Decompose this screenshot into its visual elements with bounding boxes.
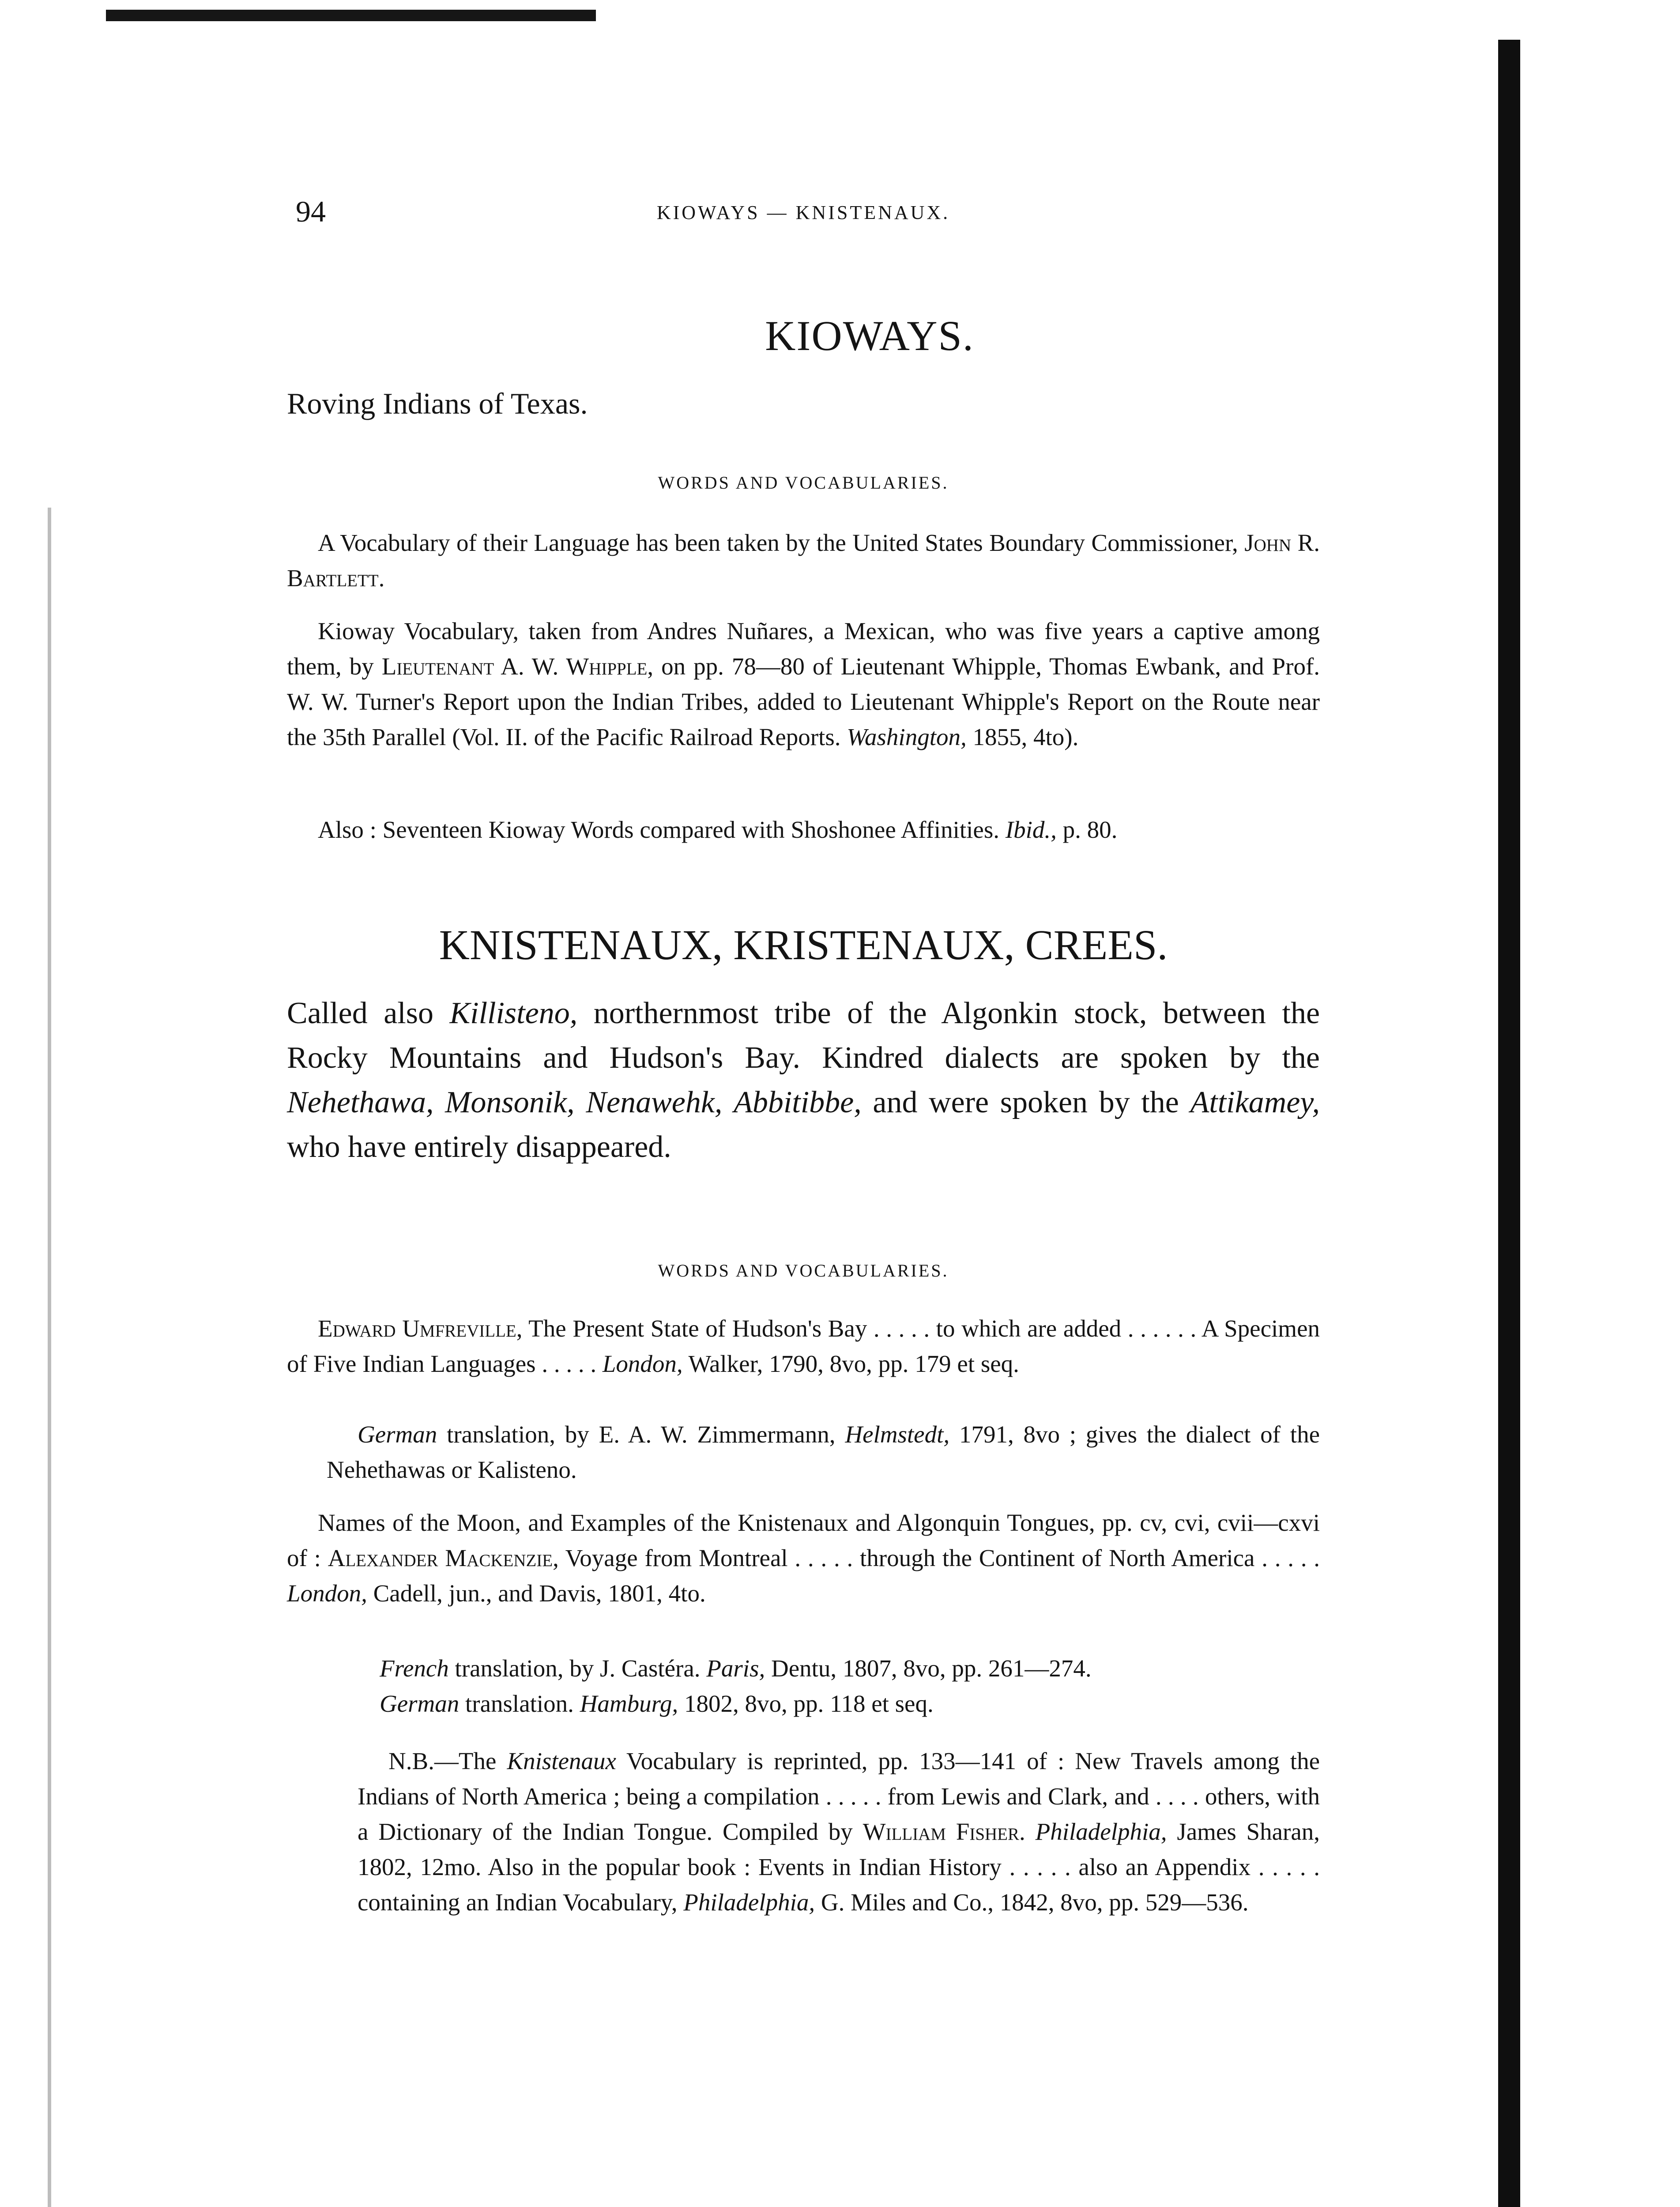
- place-name: London,: [287, 1580, 367, 1607]
- author-name: Edward Umfreville,: [318, 1315, 523, 1342]
- scan-edge-left: [48, 508, 51, 2207]
- bibliography-entry: Edward Umfreville, The Present State of Hudson's Bay . . . . . to which are added . . . . . . A Specimen of Five Indian Languages . . . . . London, Walker, 1790, 8vo, pp. 179 et seq.: [287, 1315, 1320, 1377]
- place-name: Philadelphia,: [1035, 1818, 1167, 1845]
- section-title-knistenaux: KNISTENAUX, KRISTENAUX, CREES.: [439, 921, 1168, 968]
- translation-entry: French translation, by J. Castéra. Paris, Dentu, 1807, 8vo, pp. 261—274.: [380, 1655, 1092, 1682]
- nota-bene-note: N.B.—The Knistenaux Vocabulary is reprinted, pp. 133—141 of : New Travels among the Indians of North America ; being a compilation . . . . . from Lewis and Clark, and . . . . others, with a Dictionary of the Indian Tongue. Compiled by William Fisher. Philadelphia, James Sharan, 1802, 12mo. Also in the popular book : Events in Indian History . . . . . also an Appendix . . . . . containing an Indian Vocabulary, Philadelphia, G. Miles and Co., 1842, 8vo, pp. 529—536.: [358, 1748, 1320, 1916]
- bibliography-entry: Also : Seventeen Kioway Words compared with Shoshonee Affinities. Ibid., p. 80.: [318, 816, 1118, 843]
- place-name: Hamburg,: [580, 1690, 678, 1717]
- section-title-kioways: KIOWAYS.: [765, 312, 974, 359]
- tribe-name: Attikamey,: [1190, 1085, 1320, 1119]
- tribe-name: Nenawehk,: [586, 1085, 723, 1119]
- scan-edge-top: [106, 10, 596, 21]
- translation-entry: German translation, by E. A. W. Zimmermann, Helmstedt, 1791, 8vo ; gives the dialect of the Nehethawas or Kalisteno.: [327, 1421, 1320, 1483]
- words-heading-knistenaux: WORDS AND VOCABULARIES.: [658, 1261, 949, 1281]
- author-name: William Fisher.: [863, 1818, 1025, 1845]
- author-name: Alexander Mackenzie,: [328, 1544, 559, 1571]
- bibliography-entry: Names of the Moon, and Examples of the Knistenaux and Algonquin Tongues, pp. cv, cvi, cvii—cxvi of : Alexander Mackenzie, Voyage from Montreal . . . . . through the Continent of North America . . . . . London, Cadell, jun., and Davis, 1801, 4to.: [287, 1509, 1320, 1607]
- section-subtitle-kioways: Roving Indians of Texas.: [287, 387, 588, 420]
- running-title: KIOWAYS — KNISTENAUX.: [656, 202, 950, 223]
- place-name: Philadelphia,: [683, 1889, 815, 1916]
- author-name: Lieutenant A. W. Whipple,: [381, 653, 654, 680]
- place-name: Washington,: [847, 723, 967, 750]
- bibliography-entry: A Vocabulary of their Language has been taken by the United States Boundary Commissioner, John R. Bartlett.: [287, 529, 1320, 591]
- place-name: Paris,: [706, 1655, 765, 1682]
- tribe-name: Monsonik,: [445, 1085, 575, 1119]
- place-name: London,: [602, 1350, 683, 1377]
- author-name: John R. Bartlett.: [287, 529, 1320, 591]
- running-head: [287, 194, 1320, 230]
- bibliography-entry: Kioway Vocabulary, taken from Andres Nuñares, a Mexican, who was five years a captive among them, by Lieutenant A. W. Whipple, on pp. 78—80 of Lieutenant Whipple, Thomas Ewbank, and Prof. W. W. Turner's Report upon the Indian Tribes, added to Lieutenant Whipple's Report on the Route near the 35th Parallel (Vol. II. of the Pacific Railroad Reports. Washington, 1855, 4to).: [287, 618, 1320, 750]
- translation-entry: German translation. Hamburg, 1802, 8vo, pp. 118 et seq.: [380, 1690, 934, 1717]
- tribe-name: Killisteno,: [449, 996, 578, 1030]
- place-name: Helmstedt,: [845, 1421, 950, 1448]
- scan-edge-right: [1498, 40, 1520, 2207]
- tribe-name: Nehethawa,: [287, 1085, 434, 1119]
- page-number: 94: [296, 195, 326, 228]
- tribe-name: Abbitibbe,: [734, 1085, 862, 1119]
- words-heading-kioways: WORDS AND VOCABULARIES.: [658, 473, 949, 493]
- section-intro: Called also Killisteno, northernmost tribe of the Algonkin stock, between the Rocky Mountains and Hudson's Bay. Kindred dialects are spoken by the Nehethawa, Monsonik, Nenawehk, Abbitibbe, and were spoken by the Attikamey, who have entirely disappeared.: [287, 996, 1320, 1164]
